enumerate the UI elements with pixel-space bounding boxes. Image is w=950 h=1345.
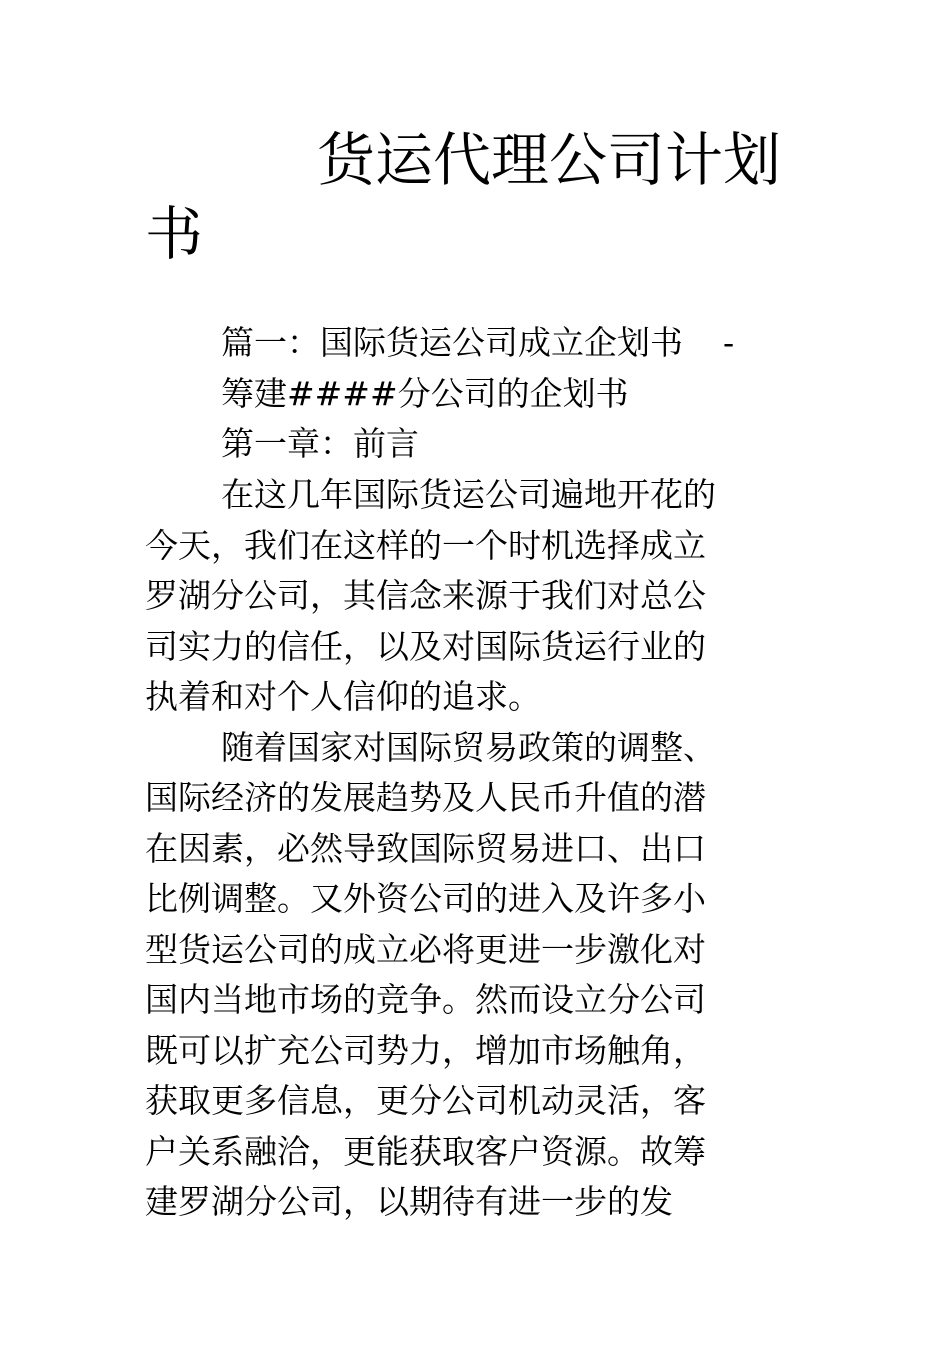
paragraph-2-line: 既可以扩充公司势力，增加市场触角，	[145, 1030, 706, 1070]
paragraph-2-line: 国际经济的发展趋势及人民币升值的潜	[145, 778, 706, 817]
chapter-heading: 第一章：前言	[221, 424, 419, 463]
heading-line-1	[145, 318, 765, 369]
paragraph-2-line: 户关系融洽，更能获取客户资源。故筹	[145, 1131, 706, 1171]
paragraph-1-line: 司实力的信任，以及对国际货运行业的	[145, 626, 706, 666]
heading-line-2: 筹建####分公司的企划书	[221, 373, 629, 413]
paragraph-1-line: 在这几年国际货运公司遍地开花的	[221, 475, 716, 514]
paragraph-2-line: 随着国家对国际贸易政策的调整、	[221, 727, 716, 767]
section-heading	[145, 318, 765, 470]
paragraph-2-line: 建罗湖分公司，以期待有进一步的发	[145, 1182, 673, 1221]
document-title-line-1: 货运代理公司计划	[317, 126, 782, 194]
paragraph-2-line: 国内当地市场的竞争。然而设立分公司	[145, 980, 706, 1019]
paragraph-1-line: 今天，我们在这样的一个时机选择成立	[145, 525, 706, 565]
heading-dash: -	[723, 323, 735, 362]
document-title-line-2: 书	[145, 200, 204, 268]
paragraph-2-line: 获取更多信息，更分公司机动灵活，客	[145, 1081, 706, 1120]
paragraph-2-line: 在因素，必然导致国际贸易进口、出口	[145, 828, 706, 868]
paragraph-2-line: 比例调整。又外资公司的进入及许多小	[145, 879, 706, 918]
body-paragraphs	[145, 470, 765, 1228]
paragraph-1-line: 执着和对个人信仰的追求。	[145, 677, 541, 716]
heading-text: 篇一：国际货运公司成立企划书	[221, 323, 683, 362]
paragraph-1-line: 罗湖分公司，其信念来源于我们对总公	[145, 576, 706, 615]
paragraph-2-line: 型货运公司的成立必将更进一步激化对	[145, 929, 706, 969]
